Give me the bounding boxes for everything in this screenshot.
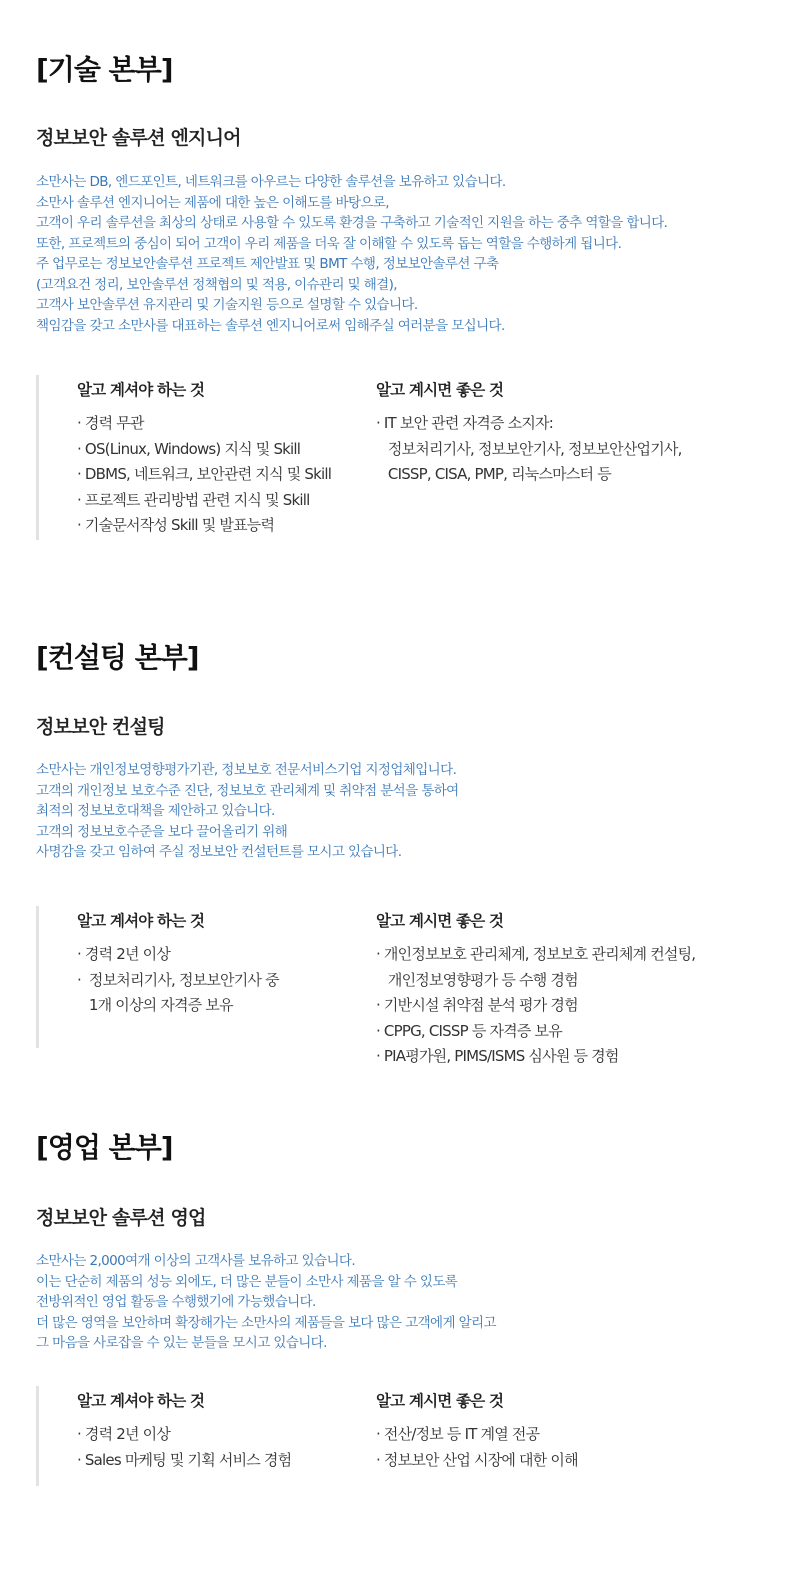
section-sales: [36, 1128, 776, 1528]
required-title: 알고 계셔야 하는 것: [77, 381, 205, 399]
preferred-title: 알고 계시면 좋은 것: [376, 381, 504, 399]
required-item: · Sales 마케팅 및 기획 서비스 경험: [77, 1450, 292, 1469]
desc-line: 고객의 개인정보 보호수준 진단, 정보보호 관리체계 및 취약점 분석을 통하여: [36, 782, 459, 799]
required-column: [77, 910, 367, 1019]
required-item: · 프로젝트 관리방법 관련 지식 및 Skill: [77, 490, 310, 509]
preferred-column: [376, 1390, 736, 1473]
preferred-item: · IT 보안 관련 자격증 소지자:: [376, 414, 553, 432]
required-item: · 경력 2년 이상: [77, 945, 171, 963]
desc-line: 또한, 프로젝트의 중심이 되어 고객이 우리 제품을 더욱 잘 이해할 수 있도록 돕는 역할을 수행하게 됩니다.: [36, 235, 622, 252]
required-list: [77, 1422, 367, 1473]
required-item: · 경력 2년 이상: [77, 1425, 171, 1443]
preferred-list: [376, 942, 736, 1070]
desc-line: 고객사 보안솔루션 유지관리 및 기술지원 등으로 설명할 수 있습니다.: [36, 297, 418, 313]
desc-line: (고객요건 정리, 보안솔루션 정책협의 및 적용, 이슈관리 및 해결),: [36, 276, 397, 293]
required-item: · 기술문서작성 Skill 및 발표능력: [77, 516, 275, 534]
preferred-title: 알고 계시면 좋은 것: [376, 912, 504, 930]
job-title: 정보보안 솔루션 영업: [36, 1207, 206, 1229]
preferred-list: [376, 1422, 736, 1473]
job-description: [36, 760, 459, 863]
desc-line: 소만사는 DB, 엔드포인트, 네트워크를 아우르는 다양한 솔루션을 보유하고 있습니다.: [36, 174, 506, 190]
preferred-item: CISSP, CISA, PMP, 리눅스마스터 등: [376, 465, 611, 483]
desc-line: 소만사 솔루션 엔지니어는 제품에 대한 높은 이해도를 바탕으로,: [36, 194, 389, 211]
dept-title: [영업 본부]: [36, 1131, 173, 1164]
preferred-column: [376, 379, 736, 488]
job-title: 정보보안 솔루션 엔지니어: [36, 127, 241, 149]
preferred-column: [376, 910, 736, 1070]
desc-line: 그 마음을 사로잡을 수 있는 분들을 모시고 있습니다.: [36, 1335, 327, 1351]
preferred-item: 정보처리기사, 정보보안기사, 정보보안산업기사,: [376, 439, 682, 458]
desc-line: 최적의 정보보호대책을 제안하고 있습니다.: [36, 803, 275, 819]
requirements-box: [36, 375, 739, 540]
requirements-box: [36, 906, 739, 1065]
desc-line: 소만사는 개인정보영향평가기관, 정보보호 전문서비스기업 지정업체입니다.: [36, 762, 457, 778]
required-item: · 경력 무관: [77, 414, 144, 432]
required-item: · DBMS, 네트워크, 보안관련 지식 및 Skill: [77, 465, 332, 483]
section-tech: [36, 50, 776, 550]
dept-title: [기술 본부]: [36, 53, 173, 86]
required-column: [77, 379, 367, 539]
preferred-title: 알고 계시면 좋은 것: [376, 1392, 504, 1410]
dept-title: [컨설팅 본부]: [36, 641, 199, 674]
required-item: 1개 이상의 자격증 보유: [77, 996, 233, 1014]
desc-line: 이는 단순히 제품의 성능 외에도, 더 많은 분들이 소만사 제품을 알 수 있도록: [36, 1273, 458, 1290]
required-column: [77, 1390, 367, 1473]
required-list: [77, 411, 367, 539]
desc-line: 주 업무로는 정보보안솔루션 프로젝트 제안발표 및 BMT 수행, 정보보안솔루션 구축: [36, 256, 499, 272]
preferred-list: [376, 411, 736, 488]
preferred-item: · 개인정보보호 관리체계, 정보보호 관리체계 컨설팅,: [376, 945, 696, 963]
job-description: [36, 1251, 496, 1354]
required-list: [77, 942, 367, 1019]
preferred-item: · PIA평가원, PIMS/ISMS 심사원 등 경험: [376, 1047, 619, 1065]
requirements-box: [36, 1386, 739, 1486]
job-title: 정보보안 컨설팅: [36, 716, 165, 738]
preferred-item: · 전산/정보 등 IT 계열 전공: [376, 1425, 540, 1443]
desc-line: 더 많은 영역을 보안하며 확장해가는 소만사의 제품들을 보다 많은 고객에게 알리고: [36, 1314, 496, 1331]
preferred-item: · 정보보안 산업 시장에 대한 이해: [376, 1450, 578, 1469]
desc-line: 소만사는 2,000여개 이상의 고객사를 보유하고 있습니다.: [36, 1253, 356, 1269]
required-item: · 정보처리기사, 정보보안기사 중: [77, 970, 279, 989]
desc-line: 책임감을 갖고 소만사를 대표하는 솔루션 엔지니어로써 임해주실 여러분을 모십니다.: [36, 317, 505, 334]
required-title: 알고 계셔야 하는 것: [77, 1392, 205, 1410]
preferred-item: · 기반시설 취약점 분석 평가 경험: [376, 996, 578, 1014]
desc-line: 고객이 우리 솔루션을 최상의 상태로 사용할 수 있도록 환경을 구축하고 기술적인 지원을 하는 중추 역할을 합니다.: [36, 215, 668, 231]
desc-line: 사명감을 갖고 임하여 주실 정보보안 컨설턴트를 모시고 있습니다.: [36, 844, 402, 860]
required-item: · OS(Linux, Windows) 지식 및 Skill: [77, 439, 301, 458]
preferred-item: 개인정보영향평가 등 수행 경험: [376, 970, 578, 989]
job-description: [36, 172, 667, 336]
desc-line: 전방위적인 영업 활동을 수행했기에 가능했습니다.: [36, 1294, 316, 1310]
required-title: 알고 계셔야 하는 것: [77, 912, 205, 930]
preferred-item: · CPPG, CISSP 등 자격증 보유: [376, 1021, 562, 1040]
desc-line: 고객의 정보보호수준을 보다 끌어올리기 위해: [36, 823, 288, 840]
section-consulting: [36, 638, 776, 1078]
